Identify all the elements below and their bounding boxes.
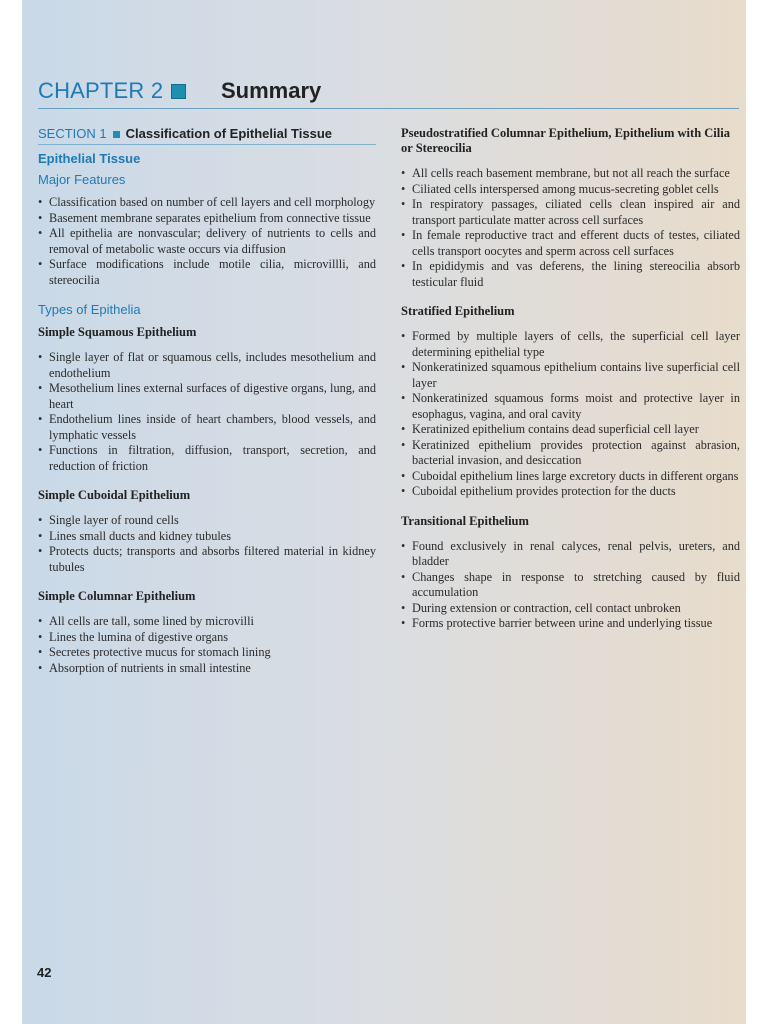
section-title: Classification of Epithelial Tissue <box>125 126 332 141</box>
simple-cuboidal-heading: Simple Cuboidal Epithelium <box>38 488 191 502</box>
pseudostratified-list <box>401 166 740 290</box>
list-item: • In respiratory passages, ciliated cells clean inspired air and transport particulate matter across cell surfaces <box>401 197 740 228</box>
stratified-heading: Stratified Epithelium <box>401 304 515 318</box>
list-item: • Secretes protective mucus for stomach lining <box>38 645 376 661</box>
list-item: • Ciliated cells interspersed among mucus-secreting goblet cells <box>401 182 740 198</box>
pseudostratified-heading: Pseudostratified Columnar Epithelium, Epithelium with Cilia or Stereocilia <box>401 126 730 155</box>
types-heading: Types of Epithelia <box>38 302 141 317</box>
list-item: • Nonkeratinized squamous forms moist and protective layer in esophagus, vagina, and oral cavity <box>401 391 740 422</box>
list-item: • All cells reach basement membrane, but not all reach the surface <box>401 166 740 182</box>
list-item: • Found exclusively in renal calyces, renal pelvis, ureters, and bladder <box>401 539 740 570</box>
list-item: • Cuboidal epithelium lines large excretory ducts in different organs <box>401 469 740 485</box>
simple-columnar-list <box>38 614 376 676</box>
chapter-title: Summary <box>221 78 322 103</box>
list-item: • Single layer of round cells <box>38 513 376 529</box>
list-item: • Cuboidal epithelium provides protection for the ducts <box>401 484 740 500</box>
major-features-list <box>38 195 376 288</box>
right-column <box>401 126 740 646</box>
list-item: • Lines small ducts and kidney tubules <box>38 529 376 545</box>
list-item: • Forms protective barrier between urine and underlying tissue <box>401 616 740 632</box>
chapter-header <box>38 78 739 109</box>
page <box>22 0 746 1024</box>
list-item: • Lines the lumina of digestive organs <box>38 630 376 646</box>
list-item: • Keratinized epithelium provides protection against abrasion, bacterial invasion, and desiccation <box>401 438 740 469</box>
list-item: • Nonkeratinized squamous epithelium contains live superficial cell layer <box>401 360 740 391</box>
section-heading <box>38 126 376 145</box>
simple-cuboidal-list <box>38 513 376 575</box>
list-item: • Changes shape in response to stretching caused by fluid accumulation <box>401 570 740 601</box>
list-item: • In epididymis and vas deferens, the lining stereocilia absorb testicular fluid <box>401 259 740 290</box>
list-item: • During extension or contraction, cell contact unbroken <box>401 601 740 617</box>
list-item: • Formed by multiple layers of cells, the superficial cell layer determining epithelial type <box>401 329 740 360</box>
list-item: • Mesothelium lines external surfaces of digestive organs, lung, and heart <box>38 381 376 412</box>
list-item: • All cells are tall, some lined by microvilli <box>38 614 376 630</box>
section-square-icon <box>113 131 120 138</box>
transitional-heading: Transitional Epithelium <box>401 513 529 528</box>
left-column <box>38 126 376 690</box>
list-item: • All epithelia are nonvascular; delivery of nutrients to cells and removal of metabolic waste occurs via diffusion <box>38 226 376 257</box>
list-item: • Protects ducts; transports and absorbs filtered material in kidney tubules <box>38 544 376 575</box>
page-number: 42 <box>37 965 52 980</box>
simple-columnar-heading: Simple Columnar Epithelium <box>38 589 196 603</box>
list-item: • In female reproductive tract and efferent ducts of testes, ciliated cells transport oocytes and sperm across cell surfaces <box>401 228 740 259</box>
stratified-list <box>401 329 740 500</box>
list-item: • Endothelium lines inside of heart chambers, blood vessels, and lymphatic vessels <box>38 412 376 443</box>
list-item: • Functions in filtration, diffusion, transport, secretion, and reduction of friction <box>38 443 376 474</box>
chapter-square-icon <box>171 84 186 99</box>
simple-squamous-heading: Simple Squamous Epithelium <box>38 325 197 339</box>
list-item: • Classification based on number of cell layers and cell morphology <box>38 195 376 211</box>
list-item: • Basement membrane separates epithelium from connective tissue <box>38 211 376 227</box>
major-features-heading: Major Features <box>38 172 126 187</box>
topic-heading: Epithelial Tissue <box>38 151 141 166</box>
list-item: • Surface modifications include motile cilia, microvillli, and stereocilia <box>38 257 376 288</box>
list-item: • Absorption of nutrients in small intestine <box>38 661 376 677</box>
section-label: SECTION 1 <box>38 126 107 141</box>
list-item: • Single layer of flat or squamous cells, includes mesothelium and endothelium <box>38 350 376 381</box>
list-item: • Keratinized epithelium contains dead superficial cell layer <box>401 422 740 438</box>
chapter-label: CHAPTER 2 <box>38 78 164 103</box>
transitional-list <box>401 539 740 632</box>
simple-squamous-list <box>38 350 376 474</box>
